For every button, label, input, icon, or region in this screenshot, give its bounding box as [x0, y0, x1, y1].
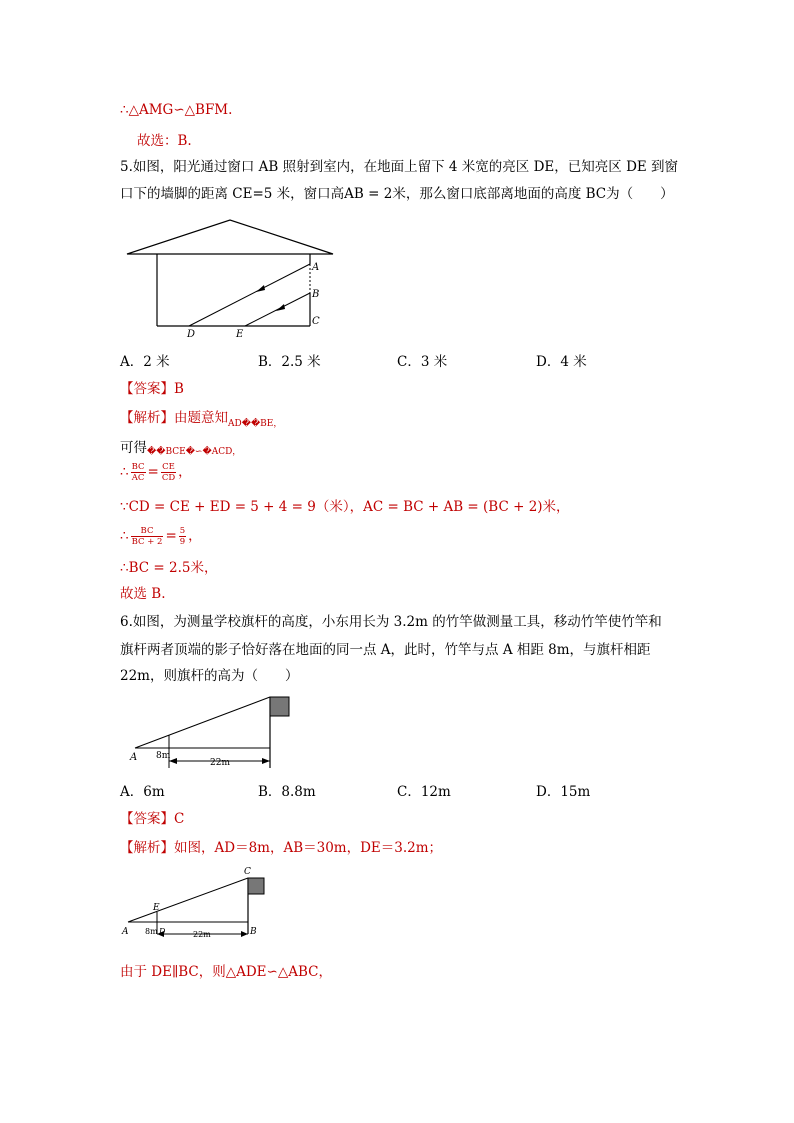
because-sign: ∵	[120, 499, 129, 515]
therefore-sign-2: ∴	[120, 528, 129, 544]
q6-choice-a[interactable]: A．6m	[120, 784, 165, 800]
roof	[127, 220, 333, 254]
frac-bc-ac: $\frac{BC}{AC}$	[131, 462, 145, 483]
label-A: A	[312, 262, 320, 273]
q6-stem-line1: 6.如图，为测量学校旗杆的高度，小东用长为 3.2m 的竹竿做测量工具，移动竹竿使竹竿和	[120, 614, 662, 630]
ray-BE	[245, 293, 310, 326]
q5-stem-line1: 5.如图，阳光通过窗口 AB 照射到室内，在地面上留下 4 米宽的亮区 DE，已知亮区 DE 到窗	[120, 159, 679, 175]
flag-rect	[248, 878, 264, 894]
analysis-intro: 由题意知	[174, 410, 228, 426]
cd-equation: CD = CE + ED = 5 + 4 = 9（米），AC = BC + AB = (BC + 2)米，	[128, 499, 570, 515]
q6-analysis-figure	[120, 864, 290, 944]
q5-choice-c[interactable]: C．3 米	[397, 354, 448, 370]
q5-choice-b[interactable]: B．2.5 米	[258, 354, 321, 370]
label-D: D	[187, 329, 196, 338]
q5-analysis-line2	[120, 438, 241, 460]
label-E: E	[236, 329, 244, 338]
q6-analysis-line1	[120, 838, 442, 858]
label-E: E	[153, 903, 160, 913]
q5-analysis-line1	[120, 408, 282, 430]
q5-conclusion: 故选 B.	[120, 586, 166, 602]
q5-choice-d[interactable]: D．4 米	[536, 354, 587, 370]
q5-choice-a[interactable]: A．2 米	[120, 354, 170, 370]
answer-value: C	[174, 811, 185, 827]
q5-result: ∴BC = 2.5米，	[120, 560, 218, 576]
label-A: A	[122, 927, 129, 937]
analysis-tag: 【解析】	[120, 840, 174, 856]
label-D: D	[159, 927, 166, 936]
label-B: B	[250, 927, 257, 937]
q6-since-line: 由于 DE∥BC，则△ADE∽△ABC，	[120, 964, 332, 980]
frac-bc-bc2: $\frac{BC}{BC + 2}$	[131, 526, 163, 547]
q6-choice-b[interactable]: B．8.8m	[258, 784, 316, 800]
flag-rect	[270, 697, 289, 716]
label-C: C	[312, 316, 320, 327]
label-A: A	[130, 752, 138, 763]
q5-analysis-frac1: ∴ $\frac{BC}{AC}$ = $\frac{CE}{CD}$ ，	[120, 462, 192, 483]
q6-choice-d[interactable]: D．15m	[536, 784, 591, 800]
label-8m: 8m	[156, 751, 171, 761]
derive-prefix: 可得	[120, 440, 147, 456]
q6-choice-c[interactable]: C．12m	[397, 784, 451, 800]
prev-conclusion: ∴△AMG∽△BFM.	[120, 102, 233, 118]
analysis-text: 如图，AD＝8m，AB＝30m，DE＝3.2m；	[174, 840, 443, 856]
prev-answer-choice: 故选：B.	[137, 133, 192, 149]
parallel-statement: AD��BE，	[228, 419, 283, 429]
frac-5-9: $\frac{5}{9}$	[179, 526, 186, 547]
label-8m: 8m	[145, 927, 158, 936]
label-22m: 22m	[210, 758, 230, 768]
therefore-sign: ∴	[120, 464, 129, 480]
frac-ce-cd: $\frac{CE}{CD}$	[161, 462, 176, 483]
q6-answer	[120, 809, 184, 829]
similar-statement: ��BCE�∽�ACD，	[147, 447, 242, 457]
q5-analysis-frac2: ∴ $\frac{BC}{BC + 2}$ = $\frac{5}{9}$ ，	[120, 526, 202, 547]
q5-stem-line2: 口下的墙脚的距离 CE=5 米，窗口高AB = 2米，那么窗口底部离地面的高度 BC为（ ）	[120, 186, 674, 202]
answer-value: B	[174, 381, 184, 397]
q5-analysis-line3	[120, 497, 570, 517]
q6-stem-line3: 22m，则旗杆的高为（ ）	[120, 668, 299, 684]
q5-answer	[120, 379, 184, 399]
q5-window-figure	[125, 218, 335, 338]
answer-tag: 【答案】	[120, 381, 174, 397]
label-C: C	[244, 867, 251, 877]
q6-stem-line2: 旗杆两者顶端的影子恰好落在地面的同一点 A，此时，竹竿与点 A 相距 8m，与旗杆相距	[120, 642, 651, 658]
ray-AD	[189, 264, 310, 326]
label-B: B	[312, 289, 320, 300]
q6-flagpole-figure	[125, 692, 305, 772]
answer-tag: 【答案】	[120, 811, 174, 827]
analysis-tag: 【解析】	[120, 410, 174, 426]
label-22m: 22m	[193, 930, 211, 939]
